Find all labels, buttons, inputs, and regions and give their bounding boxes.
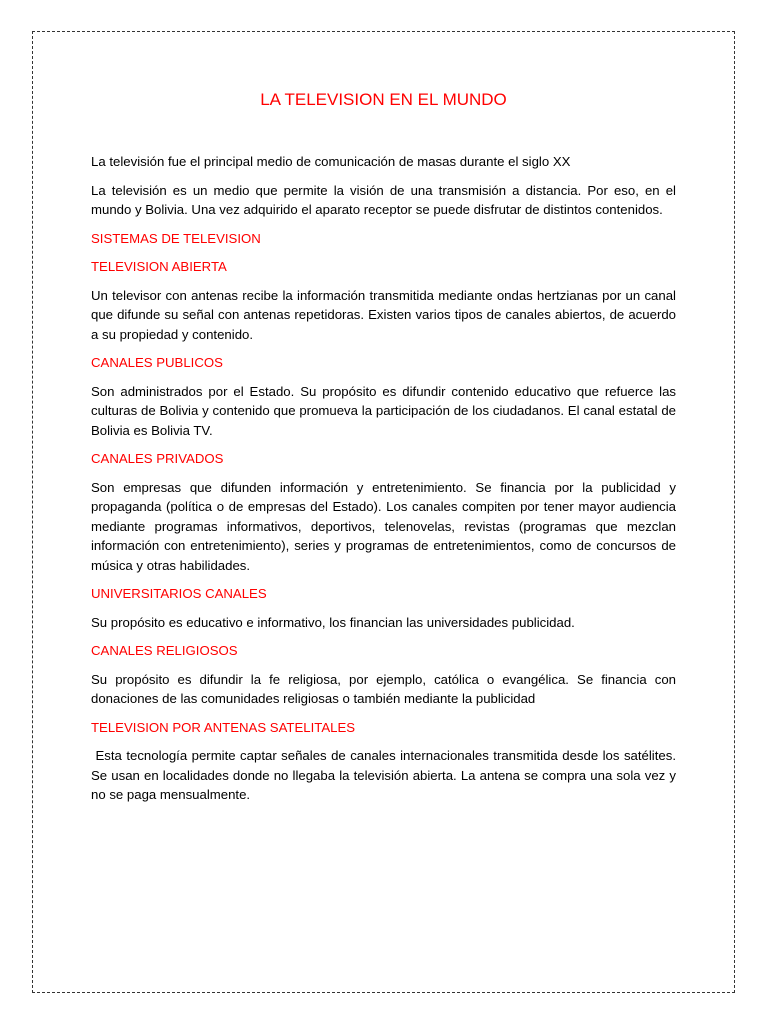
paragraph: Son empresas que difunden información y entretenimiento. Se financia por la publicidad y propaganda (política o de empresas del Estado). Los canales compiten por tener mayor audiencia mediante programas informativos, deportivos, telenovelas, revistas (programas que mezclan información con entretenimiento), series y programas de entretenimientos, como de concursos de música y otras habilidades. (91, 479, 676, 573)
paragraph: La televisión fue el principal medio de comunicación de masas durante el siglo XX (91, 154, 571, 169)
paragraph: La televisión es un medio que permite la visión de una transmisión a distancia. Por eso, en el mundo y Bolivia. Una vez adquirido el aparato receptor se puede disfrutar de distintos contenidos. (91, 182, 676, 217)
paragraph: Su propósito es educativo e informativo, los financian las universidades publicidad. (91, 614, 575, 630)
section-heading: CANALES RELIGIOSOS (91, 643, 238, 658)
document-title: LA TELEVISION EN EL MUNDO (260, 90, 507, 109)
section-heading: TELEVISION POR ANTENAS SATELITALES (91, 719, 356, 735)
paragraph: Su propósito es difundir la fe religiosa, por ejemplo, católica o evangélica. Se financia con donaciones de las comunidades religiosas o también mediante la publicidad (91, 671, 676, 706)
document-body (91, 88, 680, 814)
section-heading: CANALES PRIVADOS (91, 451, 224, 466)
section-heading: CANALES PUBLICOS (91, 355, 223, 370)
section-heading: TELEVISION ABIERTA (91, 259, 227, 274)
paragraph: Esta tecnología permite captar señales de canales internacionales transmitida desde los satélites. Se usan en localidades donde no llegaba la televisión abierta. La antena se compra una sola vez y no se paga mensualmente. (91, 748, 680, 802)
paragraph: Son administrados por el Estado. Su propósito es difundir contenido educativo que refuerce las culturas de Bolivia y contenido que promueva la participación de los ciudadanos. El canal estatal de Bolivia es Bolivia TV. (91, 383, 676, 438)
paragraph: Un televisor con antenas recibe la información transmitida mediante ondas hertzianas por un canal que difunde su señal con antenas repetidoras. Existen varios tipos de canales abiertos, de acuerdo a su propiedad y contenido. (91, 287, 676, 342)
section-heading: UNIVERSITARIOS CANALES (91, 586, 267, 601)
section-heading: SISTEMAS DE TELEVISION (91, 230, 261, 246)
